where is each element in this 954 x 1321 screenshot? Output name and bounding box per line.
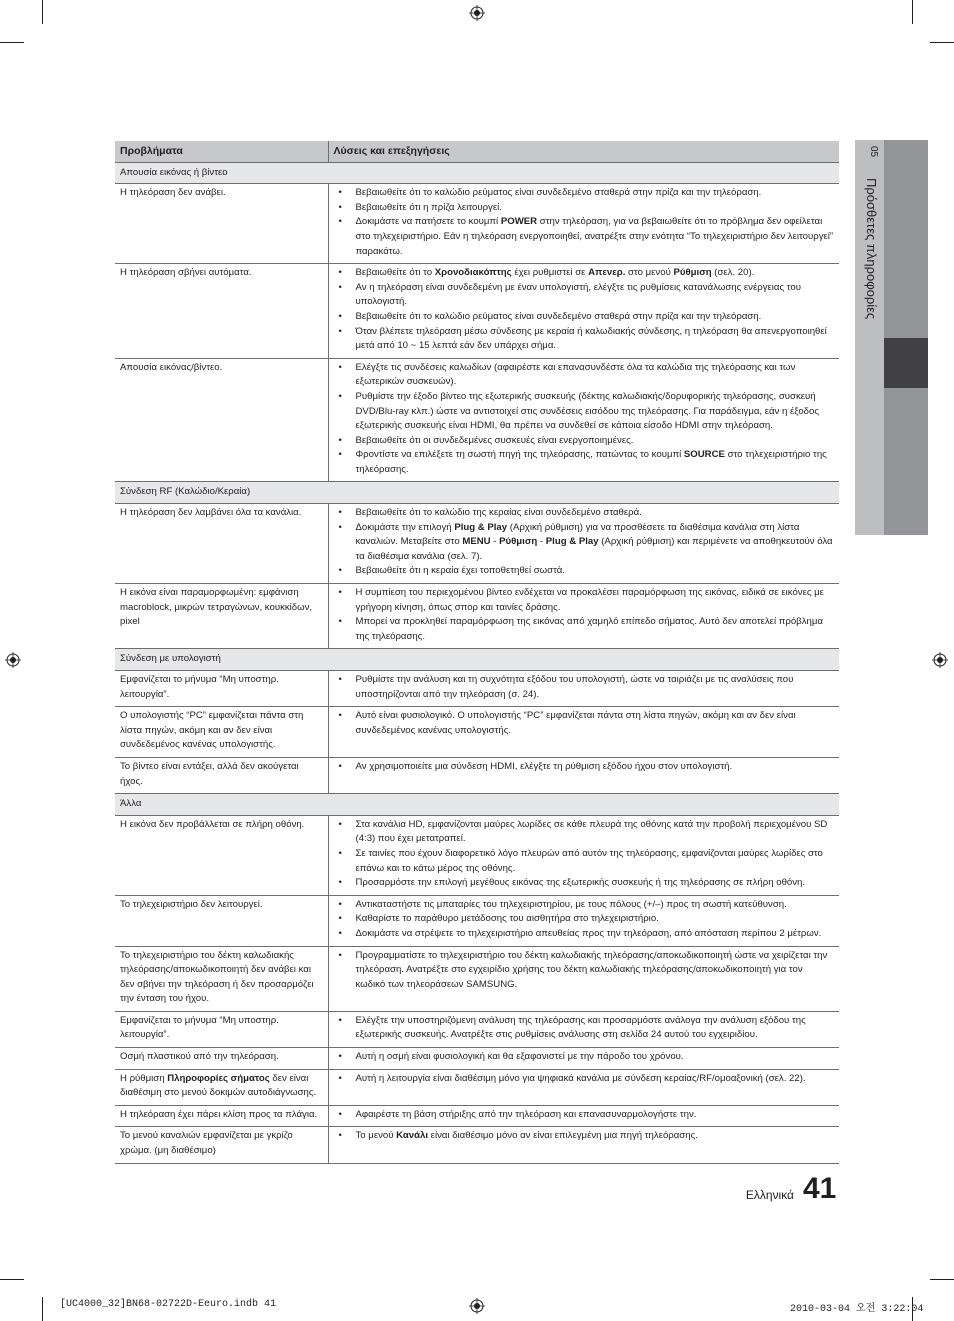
solution-item: • Μπορεί να προκληθεί παραμόρφωση της εικόνας από χαμηλό επίπεδο σήματος. Αυτό δεν αποτελεί πρόβλημα της τηλεόρασης.	[334, 615, 835, 644]
solution-list	[334, 1014, 835, 1043]
table-row	[115, 671, 839, 707]
solution-list	[334, 949, 835, 993]
table-row	[115, 946, 839, 1011]
table-header-row	[115, 141, 839, 162]
solution-cell	[328, 264, 839, 359]
print-slug-file: [UC4000_32]BN68-02722D-Eeuro.indb 41	[60, 1299, 277, 1310]
table-row	[115, 504, 839, 584]
table-row	[115, 757, 839, 793]
table-row	[115, 184, 839, 264]
registration-mark-icon	[932, 652, 948, 668]
solution-list	[334, 186, 835, 259]
section-row	[115, 794, 839, 816]
solution-item: • Στα κανάλια HD, εμφανίζονται μαύρες λωρίδες σε κάθε πλευρά της οθόνης κατά την προβολή περιεχομένου SD (4:3) που έχει μετατραπεί.	[334, 818, 835, 847]
chapter-number: 05	[868, 146, 879, 158]
solution-item: • Η συμπίεση του περιεχομένου βίντεο ενδέχεται να προκαλέσει παραμόρφωση της εικόνας, ειδικά σε εικόνες με γρήγορη κίνηση, όπως σπορ και ταινίες δράσης.	[334, 586, 835, 615]
section-row	[115, 482, 839, 504]
problem-cell: Οσμή πλαστικού από την τηλεόραση.	[115, 1048, 328, 1070]
solution-cell	[328, 1069, 839, 1105]
solution-item: • Βεβαιωθείτε ότι το καλώδιο ρεύματος είναι συνδεδεμένο σταθερά στην πρίζα και την τηλεόραση.	[334, 310, 835, 325]
solution-item: • Καθαρίστε το παράθυρο μετάδοσης του αισθητήρα στο τηλεχειριστήριο.	[334, 912, 835, 927]
solution-item: • Ρυθμίστε την ανάλυση και τη συχνότητα εξόδου του υπολογιστή, ώστε να ταιριάζει με τις αναλύσεις που υποστηρίζονται από την τηλεόραση (σ. 24).	[334, 673, 835, 702]
solution-item: • Αν χρησιμοποιείτε μια σύνδεση HDMI, ελέγξτε τη ρύθμιση εξόδου ήχου στον υπολογιστή.	[334, 760, 835, 775]
troubleshooting-table	[115, 141, 839, 1164]
solution-cell	[328, 671, 839, 707]
table-body	[115, 162, 839, 1163]
solution-cell	[328, 1127, 839, 1163]
solution-item: • Ελέγξτε την υποστηριζόμενη ανάλυση της τηλεόρασης και προσαρμόστε ανάλογα την ανάλυση εξόδου της εξωτερικής συσκευής. Ανατρέξτε στις ρυθμίσεις ανάλυσης στη σελίδα 24 αυτού του εγχειριδίου.	[334, 1014, 835, 1043]
solution-cell	[328, 757, 839, 793]
crop-mark	[930, 1279, 954, 1280]
solution-cell	[328, 504, 839, 584]
section-row	[115, 162, 839, 184]
solution-cell	[328, 707, 839, 758]
problem-cell: Η τηλεόραση έχει πάρει κλίση προς τα πλάγια.	[115, 1105, 328, 1127]
solution-item: • Δοκιμάστε την επιλογή Plug & Play (Αρχική ρύθμιση) για να προσθέσετε τα διαθέσιμα κανάλια στη λίστα καναλιών. Μεταβείτε στο MENU - Ρύθμιση - Plug & Play (Αρχική ρύθμιση) και περιμένετε να αποθηκευτούν όλα τα διαθέσιμα κανάλια (σελ. 7).	[334, 521, 835, 565]
solution-item: • Βεβαιωθείτε ότι η κεραία έχει τοποθετηθεί σωστά.	[334, 564, 835, 579]
solution-list	[334, 1050, 835, 1065]
chapter-tab-marker	[884, 338, 928, 388]
solution-item: • Βεβαιωθείτε ότι οι συνδεδεμένες συσκευές είναι ενεργοποιημένες.	[334, 434, 835, 449]
table-row	[115, 707, 839, 758]
solution-cell	[328, 815, 839, 895]
crop-mark	[930, 42, 954, 43]
solution-list	[334, 1108, 835, 1123]
problem-cell: Το τηλεχειριστήριο δεν λειτουργεί.	[115, 895, 328, 946]
crop-mark	[42, 0, 43, 24]
solution-list	[334, 1129, 835, 1144]
solution-item: • Αφαιρέστε τη βάση στήριξης από την τηλεόραση και επανασυναρμολογήστε την.	[334, 1108, 835, 1123]
table-row	[115, 1048, 839, 1070]
crop-mark	[42, 1297, 43, 1321]
table-row	[115, 1069, 839, 1105]
problem-cell: Το τηλεχειριστήριο του δέκτη καλωδιακής τηλεόρασης/αποκωδικοποιητή δεν ανάβει και δεν σβήνει την τηλεόραση ή δεν προσαρμόζει την ένταση του ήχου.	[115, 946, 328, 1011]
crop-mark	[912, 0, 913, 24]
problem-cell: Το μενού καναλιών εμφανίζεται με γκρίζο χρώμα. (μη διαθέσιμο)	[115, 1127, 328, 1163]
solution-cell	[328, 1048, 839, 1070]
chapter-tab-label	[855, 140, 884, 390]
solution-item: • Ρυθμίστε την έξοδο βίντεο της εξωτερικής συσκευής (δέκτης καλωδιακής/δορυφορικής τηλεόρασης, συσκευή DVD/Blu-ray κλπ.) ώστε να αντιστοιχεί στις συνδέσεις εισόδου της τηλεόρασης. Για παράδειγμα, εάν η έξοδος εξωτερικής συσκευής είναι HDMI, θα πρέπει να συνδεθεί σε κάποια είσοδο HDMI στην τηλεόραση.	[334, 390, 835, 434]
solution-item: • Σε ταινίες που έχουν διαφορετικό λόγο πλευρών από αυτόν της τηλεόρασης, εμφανίζονται μαύρες λωρίδες στο επάνω και το κάτω μέρος της οθόνης.	[334, 847, 835, 876]
column-header-problems: Προβλήματα	[115, 141, 328, 162]
table-row	[115, 1011, 839, 1047]
solution-cell	[328, 1105, 839, 1127]
table-row	[115, 895, 839, 946]
section-title: Σύνδεση RF (Καλώδιο/Κεραία)	[115, 482, 839, 504]
solution-item: • Φροντίστε να επιλέξετε τη σωστή πηγή της τηλεόρασης, πατώντας το κουμπί SOURCE στο τηλεχειριστήριο της τηλεόρασης.	[334, 448, 835, 477]
problem-cell: Η τηλεόραση δεν ανάβει.	[115, 184, 328, 264]
print-slug-timestamp: 2010-03-04 오전 3:22:04	[790, 1304, 924, 1315]
solution-list	[334, 760, 835, 775]
table-row	[115, 264, 839, 359]
problem-cell: Εμφανίζεται το μήνυμα “Μη υποστηρ. λειτουργία”.	[115, 671, 328, 707]
solution-list	[334, 506, 835, 579]
solution-item: • Το μενού Κανάλι είναι διαθέσιμο μόνο αν είναι επιλεγμένη μια πηγή τηλεόρασης.	[334, 1129, 835, 1144]
crop-mark	[0, 1279, 24, 1280]
table-row	[115, 815, 839, 895]
crop-mark	[0, 42, 24, 43]
solution-list	[334, 709, 835, 738]
solution-item: • Προγραμματίστε το τηλεχειριστήριο του δέκτη καλωδιακής τηλεόρασης/αποκωδικοποιητή ώστε να χειρίζεται την τηλεόραση. Ανατρέξτε στο εγχειρίδιο χρήσης του δέκτη καλωδιακής τηλεόρασης/αποκωδικοποιητή για τον κωδικό των τηλεοράσεων SAMSUNG.	[334, 949, 835, 993]
solution-item: • Αυτή η οσμή είναι φυσιολογική και θα εξαφανιστεί με την πάροδο του χρόνου.	[334, 1050, 835, 1065]
problem-cell: Η εικόνα είναι παραμορφωμένη: εμφάνιση macroblock, μικρών τετραγώνων, κουκκίδων, pixel	[115, 584, 328, 649]
solution-item: • Βεβαιωθείτε ότι το καλώδιο της κεραίας είναι συνδεδεμένο σταθερά.	[334, 506, 835, 521]
solution-item: • Βεβαιωθείτε ότι η πρίζα λειτουργεί.	[334, 201, 835, 216]
column-header-solutions: Λύσεις και επεξηγήσεις	[328, 141, 839, 162]
solution-cell	[328, 1011, 839, 1047]
solution-item: • Αυτό είναι φυσιολογικό. Ο υπολογιστής “PC” εμφανίζεται πάντα στη λίστα πηγών, ακόμη και αν δεν είναι συνδεδεμένος κανένας υπολογιστής.	[334, 709, 835, 738]
page-number: 41	[803, 1172, 837, 1205]
solution-item: • Βεβαιωθείτε ότι το καλώδιο ρεύματος είναι συνδεδεμένο σταθερά στην πρίζα και την τηλεόραση.	[334, 186, 835, 201]
problem-cell: Η τηλεόραση δεν λαμβάνει όλα τα κανάλια.	[115, 504, 328, 584]
solution-cell	[328, 358, 839, 482]
solution-list	[334, 1072, 835, 1087]
section-title: Άλλα	[115, 794, 839, 816]
solution-list	[334, 586, 835, 644]
solution-item: • Όταν βλέπετε τηλεόραση μέσω σύνδεσης με κεραία ή καλωδιακής σύνδεσης, η τηλεόραση θα απενεργοποιηθεί μετά από 10 ~ 15 λεπτά εάν δεν υπάρχει σήμα.	[334, 325, 835, 354]
section-row	[115, 649, 839, 671]
solution-item: • Αντικαταστήστε τις μπαταρίες του τηλεχειριστηρίου, με τους πόλους (+/–) προς τη σωστή κατεύθυνση.	[334, 898, 835, 913]
problem-cell: Η τηλεόραση σβήνει αυτόματα.	[115, 264, 328, 359]
solution-list	[334, 361, 835, 478]
problem-cell: Ο υπολογιστής “PC” εμφανίζεται πάντα στη λίστα πηγών, ακόμη και αν δεν είναι συνδεδεμένος κανένας υπολογιστής.	[115, 707, 328, 758]
footer-language: Ελληνικά	[745, 1188, 794, 1202]
solution-item: • Προσαρμόστε την επιλογή μεγέθους εικόνας της εξωτερικής συσκευής ή της τηλεόρασης σε πλήρη οθόνη.	[334, 876, 835, 891]
table-row	[115, 1127, 839, 1163]
section-title: Σύνδεση με υπολογιστή	[115, 649, 839, 671]
solution-list	[334, 673, 835, 702]
solution-item: • Δοκιμάστε να πατήσετε το κουμπί POWER στην τηλεόραση, για να βεβαιωθείτε ότι το πρόβλημα δεν οφείλεται στο τηλεχειριστήριο. Εάν η τηλεόραση ενεργοποιηθεί, ανατρέξτε στην ενότητα “Το τηλεχειριστήριο δεν λειτουργεί” παρακάτω.	[334, 215, 835, 259]
table-row	[115, 358, 839, 482]
chapter-title: Πρόσθετες πληροφορίες	[864, 178, 879, 320]
solution-list	[334, 266, 835, 354]
solution-item: • Βεβαιωθείτε ότι το Χρονοδιακόπτης έχει ρυθμιστεί σε Απενερ. στο μενού Ρύθμιση (σελ. 20).	[334, 266, 835, 281]
problem-cell: Το βίντεο είναι εντάξει, αλλά δεν ακούγεται ήχος.	[115, 757, 328, 793]
problem-cell: Απουσία εικόνας/βίντεο.	[115, 358, 328, 482]
problem-cell: Η εικόνα δεν προβάλλεται σε πλήρη οθόνη.	[115, 815, 328, 895]
registration-mark-icon	[469, 5, 485, 21]
table-row	[115, 584, 839, 649]
solution-cell	[328, 584, 839, 649]
table-row	[115, 1105, 839, 1127]
solution-item: • Ελέγξτε τις συνδέσεις καλωδίων (αφαιρέστε και επανασυνδέστε όλα τα καλώδια της τηλεόρασης και των εξωτερικών συσκευών).	[334, 361, 835, 390]
solution-list	[334, 818, 835, 891]
section-title: Απουσία εικόνας ή βίντεο	[115, 162, 839, 184]
registration-mark-icon	[5, 652, 21, 668]
registration-mark-icon	[469, 1298, 485, 1314]
solution-list	[334, 898, 835, 942]
solution-item: • Αν η τηλεόραση είναι συνδεδεμένη με έναν υπολογιστή, ελέγξτε τις ρυθμίσεις κατανάλωσης ενέργειας του υπολογιστή.	[334, 281, 835, 310]
solution-cell	[328, 184, 839, 264]
solution-cell	[328, 946, 839, 1011]
solution-cell	[328, 895, 839, 946]
problem-cell: Η ρύθμιση Πληροφορίες σήματος δεν είναι διαθέσιμη στο μενού δοκιμών αυτοδιάγνωσης.	[115, 1069, 328, 1105]
solution-item: • Αυτή η λειτουργία είναι διαθέσιμη μόνο για ψηφιακά κανάλια με σύνδεση κεραίας/RF/ομοαξονική (σελ. 22).	[334, 1072, 835, 1087]
problem-cell: Εμφανίζεται το μήνυμα “Μη υποστηρ. λειτουργία”.	[115, 1011, 328, 1047]
solution-item: • Δοκιμάστε να στρέψετε το τηλεχειριστήριο απευθείας προς την τηλεόραση, από απόσταση περίπου 2 μέτρων.	[334, 927, 835, 942]
